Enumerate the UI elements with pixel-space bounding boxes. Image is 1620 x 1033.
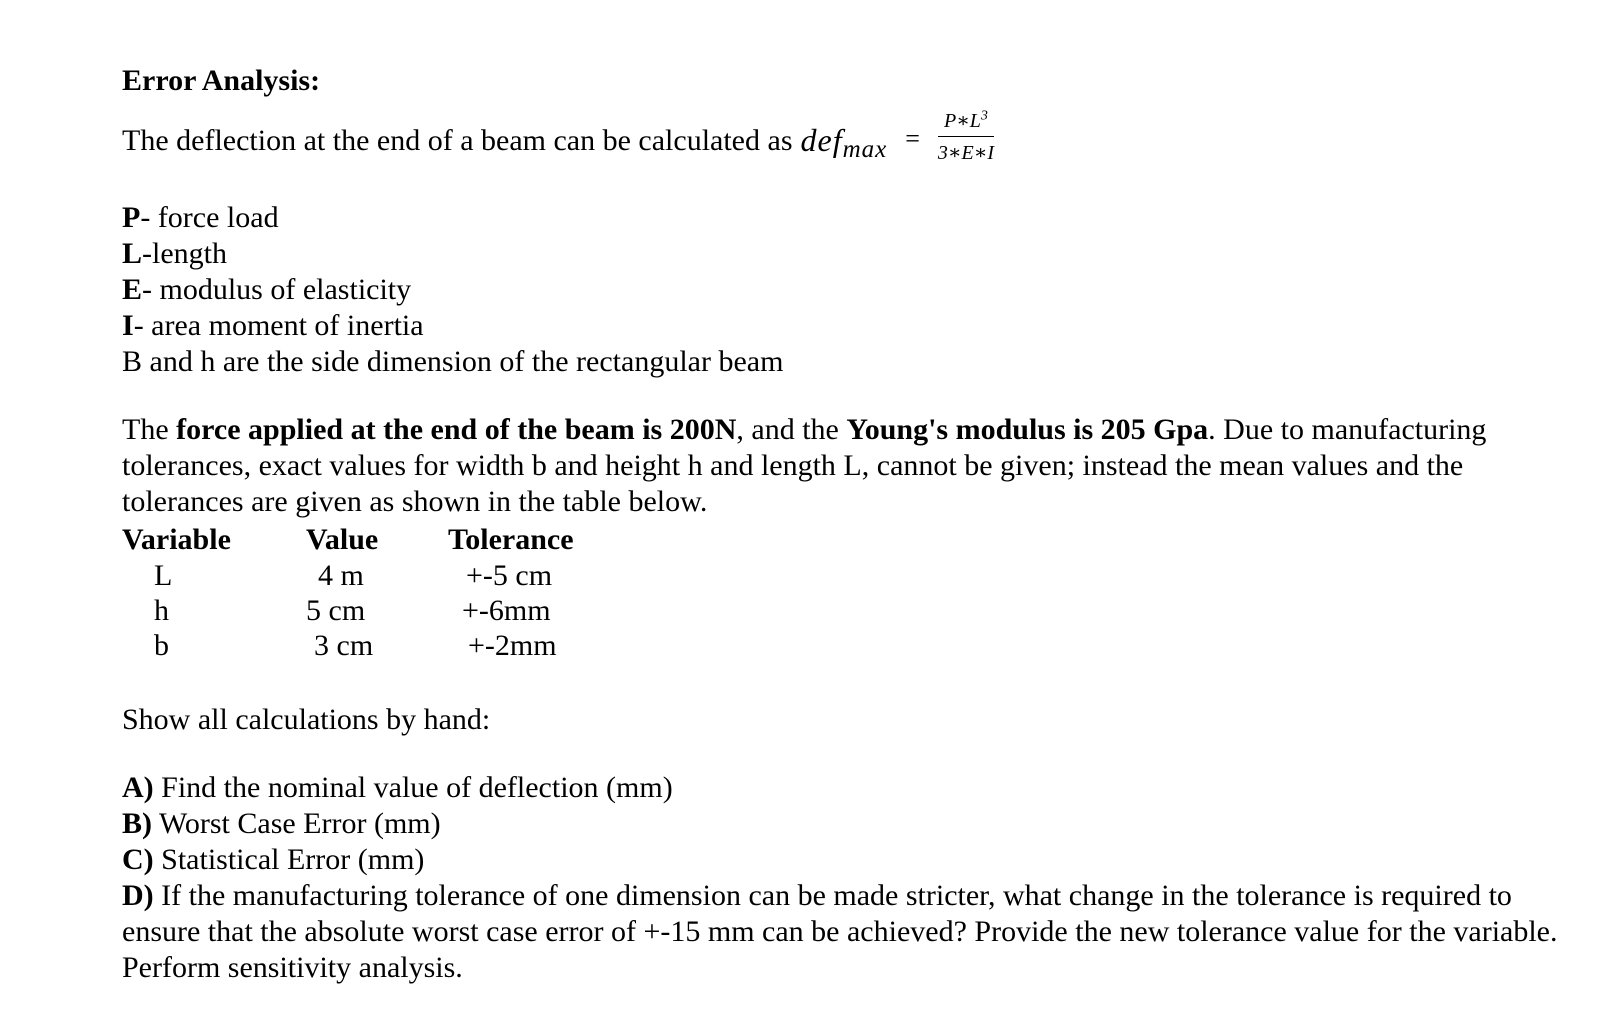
page-title: Error Analysis: [122,64,321,97]
table-cell-tolerance: +-2mm [468,629,557,662]
question-list [122,770,1562,986]
table-cell-variable: h [154,594,169,627]
formula-equals: = [905,123,920,153]
table-cell-variable: L [154,559,173,592]
formula-denominator: 3∗E∗I [937,142,994,164]
instruction-text: Show all calculations by hand: [122,703,491,736]
formula-variable: def [800,122,843,158]
table-cell-value: 5 cm [306,594,366,627]
formula-fraction [938,108,994,165]
intro-text: The deflection at the end of a beam can be calculated as [122,123,793,157]
definition-row: I- area moment of inertia [122,309,424,342]
problem-paragraph: The force applied at the end of the beam is 200N, and the Young's modulus is 205 Gpa. Due to manufacturing tolerances, exact values for width b and height h and length L, cannot be given; instead the mean values and the tolerances are given as shown in the table below. [122,413,1487,518]
table-cell-value: 4 m [318,559,364,592]
table-header-value: Value [306,523,379,556]
question-item: D) If the manufacturing tolerance of one dimension can be made stricter, what change in the tolerance is required to ensure that the absolute worst case error of +-15 mm can be achieved? Provide the new tolerance value for the variable. Perform sensitivity analysis. [122,879,1558,984]
question-item: C) Statistical Error (mm) [122,843,425,876]
question-item: B) Worst Case Error (mm) [122,807,441,840]
table-cell-tolerance: +-5 cm [466,559,553,592]
table-header-tolerance: Tolerance [448,523,574,556]
definition-row: L-length [122,237,227,270]
intro-line [122,108,994,169]
variable-definitions [122,200,783,380]
definition-row: E- modulus of elasticity [122,273,412,306]
table-cell-value: 3 cm [314,629,374,662]
table-cell-tolerance: +-6mm [462,594,551,627]
formula-subscript: max [842,135,888,163]
table-cell-variable: b [154,629,169,662]
table-header-variable: Variable [122,523,231,556]
question-item: A) Find the nominal value of deflection (mm) [122,771,673,804]
definition-row: B and h are the side dimension of the rectangular beam [122,345,784,378]
formula-exponent: 3 [980,108,988,124]
definition-row: P- force load [122,201,279,234]
formula-numerator: $P∗L^3$ [938,108,994,137]
